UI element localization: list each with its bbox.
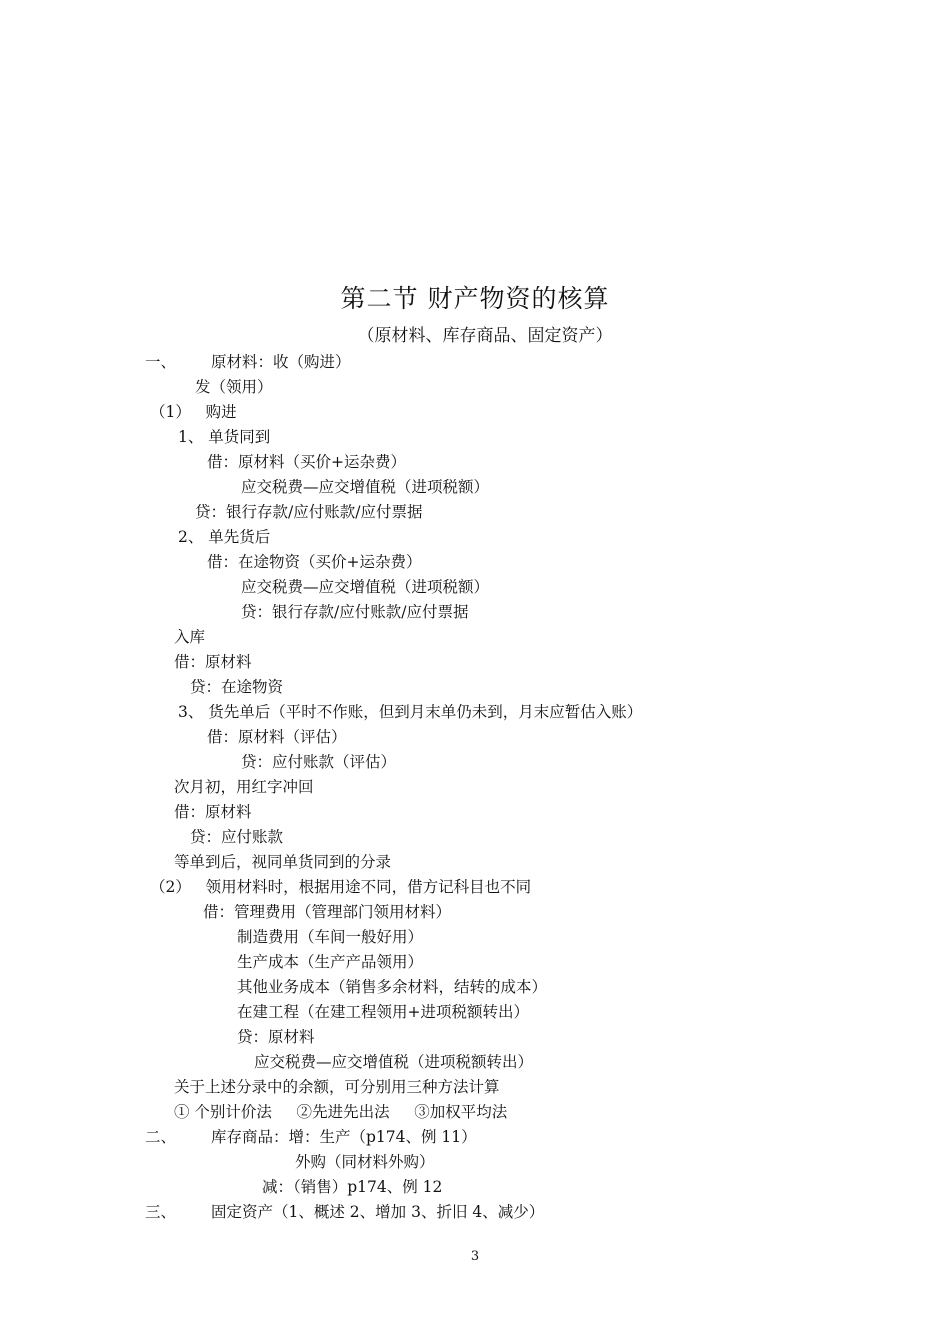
entry-line: 借：原材料（评估） <box>207 728 347 746</box>
entry-line: 生产成本（生产产品领用） <box>237 953 424 971</box>
entry-line: 贷：应付账款 <box>190 828 284 846</box>
entry-line: 应交税费—应交增值税（进项税额） <box>241 478 490 496</box>
entry-line: 贷：应付账款（评估） <box>241 753 397 771</box>
entry-line: 制造费用（车间一般好用） <box>237 928 424 946</box>
text-line: 等单到后，视同单货同到的分录 <box>174 853 392 871</box>
entry-line: 其他业务成本（销售多余材料，结转的成本） <box>237 978 548 996</box>
text-line: 次月初，用红字冲回 <box>174 778 314 796</box>
heading-number-two: 二、 <box>145 1128 177 1146</box>
heading-number-three: 三、 <box>145 1203 177 1221</box>
methods-line: ① 个别计价法 ②先进先出法 ③加权平均法 <box>174 1103 508 1121</box>
entry-line: 借：管理费用（管理部门领用材料） <box>203 903 452 921</box>
entry-line: 借：在途物资（买价+运杂费） <box>207 553 422 571</box>
list-item: 2、 单先货后 <box>178 528 271 546</box>
entry-line: 借：原材料 <box>174 803 252 821</box>
heading-inventory: 库存商品：增：生产（p174、例 11） <box>211 1128 477 1146</box>
subheading-issue: （2） 领用材料时，根据用途不同，借方记科目也不同 <box>150 878 532 896</box>
text-line: 减：（销售）p174、例 12 <box>262 1178 443 1196</box>
entry-line: 应交税费—应交增值税（进项税额转出） <box>254 1053 534 1071</box>
heading-fixed-assets: 固定资产（1、概述 2、增加 3、折旧 4、减少） <box>211 1203 545 1221</box>
text-line: 外购（同材料外购） <box>295 1153 435 1171</box>
subheading-purchase: （1） 购进 <box>150 403 237 421</box>
entry-line: 贷：在途物资 <box>190 678 284 696</box>
section-subtitle: （原材料、库存商品、固定资产） <box>357 326 613 346</box>
entry-line: 贷：银行存款/应付账款/应付票据 <box>241 603 469 621</box>
section-title: 第二节 财产物资的核算 <box>340 284 610 313</box>
text-line: 发（领用） <box>195 378 273 396</box>
list-item: 3、 货先单后（平时不作账，但到月末单仍未到，月末应暂估入账） <box>178 703 643 721</box>
heading-number-one: 一、 <box>145 353 177 371</box>
entry-line: 借：原材料（买价+运杂费） <box>207 453 406 471</box>
entry-line: 贷：银行存款/应付账款/应付票据 <box>195 503 423 521</box>
page-number: 3 <box>470 1249 480 1264</box>
entry-line: 贷：原材料 <box>237 1028 315 1046</box>
heading-raw-materials: 原材料：收（购进） <box>211 353 351 371</box>
entry-line: 借：原材料 <box>174 653 252 671</box>
list-item: 1、 单货同到 <box>178 428 271 446</box>
entry-line: 在建工程（在建工程领用+进项税额转出） <box>237 1003 529 1021</box>
entry-line: 应交税费—应交增值税（进项税额） <box>241 578 490 596</box>
text-line: 入库 <box>174 628 206 646</box>
text-line: 关于上述分录中的余额，可分别用三种方法计算 <box>174 1078 500 1096</box>
